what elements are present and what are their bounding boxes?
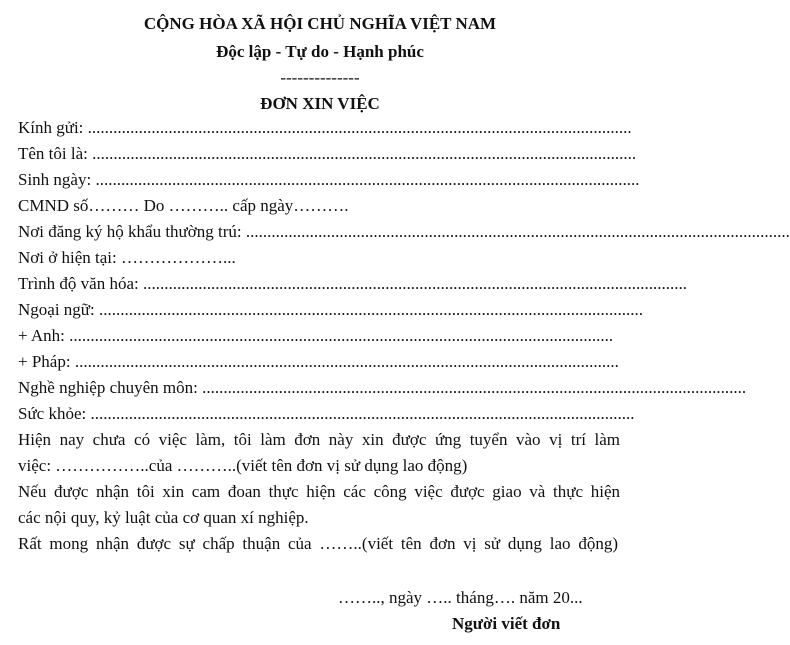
field-ten	[18, 144, 637, 164]
field-blank: ................................................................................................................................	[92, 144, 637, 163]
field-blank: ................................................................................................................................	[69, 326, 614, 345]
field-label: Ngoại ngữ:	[18, 300, 99, 319]
field-blank: ................................................................................................................................	[245, 222, 790, 241]
field-ngoai-ngu	[18, 300, 643, 320]
field-sinh-ngay	[18, 170, 640, 190]
field-blank: ................................................................................................................................	[74, 352, 619, 371]
field-noi-o	[18, 248, 236, 268]
document-title: ĐƠN XIN VIỆC	[260, 94, 380, 113]
date-line: …….., ngày ….. tháng…. năm 20...	[338, 588, 583, 607]
field-anh	[18, 326, 614, 346]
field-label: Kính gửi:	[18, 118, 88, 137]
body-line: Rất mong nhận được sự chấp thuận của ……..(viết tên đơn vị sử dụng lao động)	[18, 534, 618, 553]
body-line: Nếu được nhận tôi xin cam đoan thực hiện các công việc được giao và thực hiện	[18, 482, 620, 501]
field-label: Nơi ở hiện tại: ………………...	[18, 248, 236, 267]
field-label: + Pháp:	[18, 352, 75, 371]
field-ho-khau	[18, 222, 790, 242]
field-blank: ................................................................................................................................	[90, 404, 635, 423]
field-label: Nghề nghiệp chuyên môn:	[18, 378, 203, 397]
field-kinh-gui	[18, 118, 632, 138]
field-trinh-do	[18, 274, 687, 294]
body-line: Hiện nay chưa có việc làm, tôi làm đơn này xin được ứng tuyển vào vị trí làm	[18, 430, 620, 449]
field-blank: ................................................................................................................................	[95, 170, 640, 189]
field-blank: ................................................................................................................................	[87, 118, 632, 137]
field-phap	[18, 352, 619, 372]
nation-heading: CỘNG HÒA XÃ HỘI CHỦ NGHĨA VIỆT NAM	[143, 14, 497, 33]
field-label: Sinh ngày:	[18, 170, 96, 189]
field-label: Nơi đăng ký hộ khẩu thường trú:	[18, 222, 246, 241]
motto: Độc lập - Tự do - Hạnh phúc	[216, 42, 424, 61]
field-label: Tên tôi là:	[18, 144, 93, 163]
field-blank: ................................................................................................................................	[202, 378, 747, 397]
field-blank: ................................................................................................................................	[143, 274, 687, 293]
body-line: việc: ……………..của ………..(viết tên đơn vị sử dụng lao động)	[18, 456, 468, 475]
field-label: CMND số……… Do ……….. cấp ngày……….	[18, 196, 349, 215]
field-nghe-nghiep	[18, 378, 747, 398]
body-line: các nội quy, kỷ luật của cơ quan xí nghiệp.	[18, 508, 309, 527]
field-suc-khoe	[18, 404, 635, 424]
field-label: Sức khỏe:	[18, 404, 91, 423]
field-label: + Anh:	[18, 326, 70, 345]
signer-label: Người viết đơn	[452, 614, 561, 633]
separator: --------------	[280, 68, 360, 87]
field-cmnd	[18, 196, 349, 216]
field-label: Trình độ văn hóa:	[18, 274, 143, 293]
field-blank: ................................................................................................................................	[98, 300, 643, 319]
